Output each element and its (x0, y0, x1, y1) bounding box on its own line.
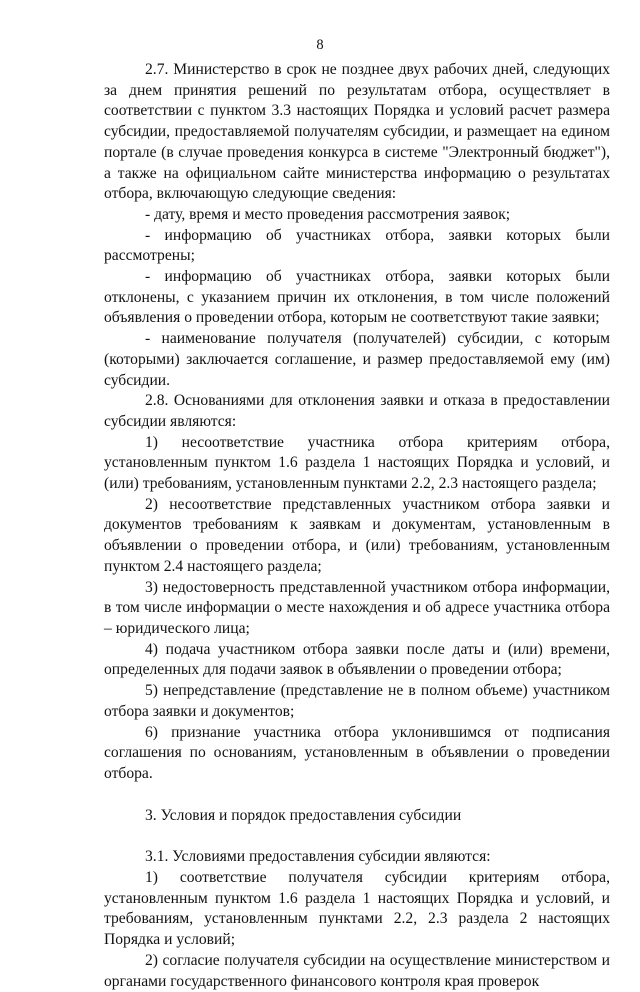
list-item-reviewed: - информацию об участниках отбора, заявки которых были рассмотрены; (104, 226, 610, 265)
list-item-6: 6) признание участника отбора уклонившимся от подписания соглашения по основаниям, установленным в объявлении о проведении отбора. (104, 723, 610, 782)
list-item-4: 4) подача участником отбора заявки после даты и (или) времени, определенных для подачи заявок в объявлении о проведении отбора; (104, 640, 610, 679)
condition-item-1: 1) соответствие получателя субсидии критериям отбора, установленным пунктом 1.6 раздела 1 настоящих Порядка и условий, и требованиям, установленным пунктами 2.2, 2.3 раздела 2 настоящих Порядка и условий; (104, 869, 610, 949)
paragraph-2-8: 2.8. Основаниями для отклонения заявки и отказа в предоставлении субсидии являются: (104, 392, 610, 430)
list-item-recipient: - наименование получателя (получателей) субсидии, с которым (которыми) заключается соглашение, и размер предоставляемой ему (им) субсидии. (104, 330, 610, 389)
list-item-rejected: - информацию об участниках отбора, заявки которых были отклонены, с указанием причин их отклонения, в том числе положений объявления о проведении отбора, которым не соответствуют такие заявки; (104, 268, 610, 327)
document-body (104, 60, 610, 992)
paragraph-2-7: 2.7. Министерство в срок не позднее двух рабочих дней, следующих за днем принятия решений по результатам отбора, осуществляет в соответствии с пунктом 3.3 настоящих Порядка и условий расчет размера субсидии, предоставляемой получателям субсидии, и размещает на едином портале (в случае проведения конкурса в системе "Электронный бюджет"), а также на официальном сайте министерства информацию о результатах отбора, включающую следующие сведения: (104, 61, 610, 203)
list-item-1: 1) несоответствие участника отбора критериям отбора, установленным пунктом 1.6 раздела 1 настоящих Порядка и условий, и (или) требованиям, установленным пунктами 2.2, 2.3 настоящего раздела; (104, 433, 610, 493)
condition-item-2: 2) согласие получателя субсидии на осуществление министерством и органами государственного финансового контроля края проверок (104, 951, 610, 990)
list-item-date: - дату, время и место проведения рассмотрения заявок; (145, 205, 511, 223)
paragraph-3-1: 3.1. Условиями предоставления субсидии являются: (145, 848, 491, 866)
list-item-3: 3) недостоверность представленной участником отбора информации, в том числе информации о месте нахождения и об адресе участника отбора – юридического лица; (104, 578, 610, 637)
list-item-2: 2) несоответствие представленных участником отбора заявки и документов требованиям к заявкам и документам, установленным в объявлении о проведении отбора, и (или) требованиям, установленным пунктом 2.4 настоящего раздела; (104, 495, 610, 575)
page-number: 8 (316, 37, 324, 53)
section-heading: 3. Условия и порядок предоставления субсидии (145, 806, 462, 824)
list-item-5: 5) непредставление (представление не в полном объеме) участником отбора заявки и документов; (104, 682, 610, 720)
